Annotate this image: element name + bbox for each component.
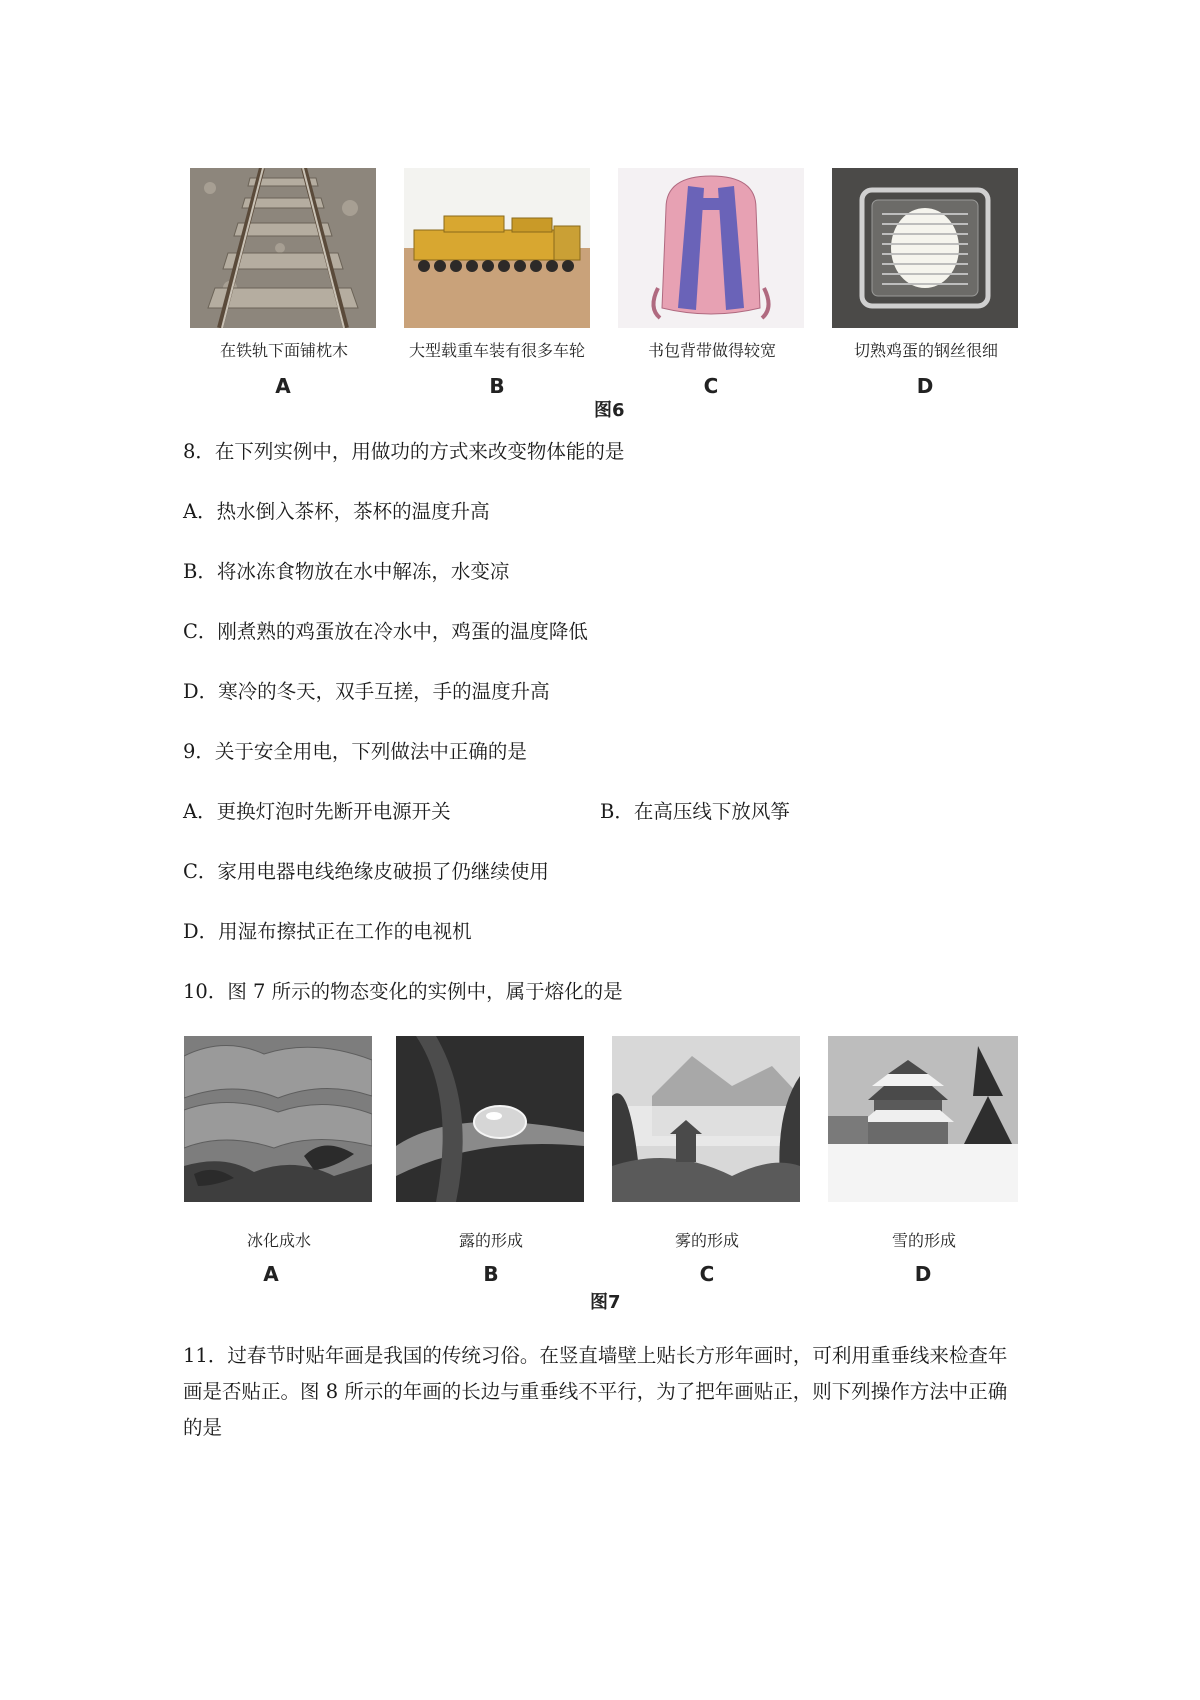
figure7-caption-c: 雾的形成 (674, 1231, 739, 1250)
q9-stem: 9．关于安全用电，下列做法中正确的是 (183, 740, 527, 763)
fog-scene-icon (612, 1036, 800, 1202)
figure7-label: 图7 (590, 1292, 621, 1313)
figure7-caption-d: 雪的形成 (891, 1231, 956, 1250)
q8-option-b: B．将冰冻食物放在水中解冻，水变凉 (183, 560, 510, 583)
figure6-item-c (618, 168, 806, 408)
figure7-item-d (828, 1036, 1020, 1286)
figure6-letter-b: B (489, 374, 505, 398)
school-backpack-icon (618, 168, 804, 328)
figure7-letter-b: B (483, 1262, 499, 1286)
figure6-caption-c: 书包背带做得较宽 (647, 341, 776, 360)
figure6-letter-d: D (916, 374, 934, 398)
figure6-caption-b: 大型载重车装有很多车轮 (408, 341, 585, 360)
q9-option-a: A．更换灯泡时先断开电源开关 (183, 800, 451, 823)
figure6-item-b (404, 168, 592, 408)
q8-option-a: A．热水倒入茶杯，茶杯的温度升高 (183, 500, 490, 523)
egg-slicer-icon (832, 168, 1018, 328)
figure-7 (0, 1036, 1200, 1313)
figure7-caption-b: 露的形成 (458, 1231, 523, 1250)
snow-temple-icon (828, 1036, 1018, 1202)
figure7-item-c (612, 1036, 802, 1286)
railway-track-icon (190, 168, 376, 328)
figure7-item-a (184, 1036, 374, 1286)
q8-stem: 8．在下列实例中，用做功的方式来改变物体能的是 (183, 440, 625, 463)
figure6-letter-a: A (275, 374, 291, 398)
figure6-caption-d: 切熟鸡蛋的钢丝很细 (853, 341, 998, 360)
figure7-letter-c: C (699, 1262, 715, 1286)
figure7-caption-a: 冰化成水 (246, 1231, 311, 1250)
q9-option-c: C．家用电器电线绝缘皮破损了仍继续使用 (183, 860, 549, 883)
figure6-caption-a: 在铁轨下面铺枕木 (219, 341, 348, 360)
melting-ice-icon (184, 1036, 372, 1202)
figure7-letter-a: A (263, 1262, 279, 1286)
q8-option-d: D．寒冷的冬天，双手互搓，手的温度升高 (183, 680, 550, 703)
figure6-label: 图6 (594, 400, 625, 421)
figure6-item-d (832, 168, 1020, 408)
heavy-truck-icon (404, 168, 590, 328)
q10-stem: 10．图 7 所示的物态变化的实例中，属于熔化的是 (183, 980, 623, 1003)
dew-drop-icon (396, 1036, 584, 1202)
q11-text: 11．过春节时贴年画是我国的传统习俗。在竖直墙壁上贴长方形年画时，可利用重垂线来检查年画是否贴正。图 8 所示的年画的长边与重垂线不平行，为了把年画贴正，则下列操作方法中正确的是 (183, 1344, 1008, 1439)
figure-6 (0, 168, 1200, 428)
figure6-item-a (190, 168, 378, 408)
q8-option-c: C．刚煮熟的鸡蛋放在冷水中，鸡蛋的温度降低 (183, 620, 588, 643)
figure6-letter-c: C (703, 374, 719, 398)
q9-option-d: D．用湿布擦拭正在工作的电视机 (183, 920, 472, 943)
figure7-letter-d: D (914, 1262, 932, 1286)
figure7-item-b (396, 1036, 586, 1286)
q9-option-b: B．在高压线下放风筝 (600, 800, 790, 823)
